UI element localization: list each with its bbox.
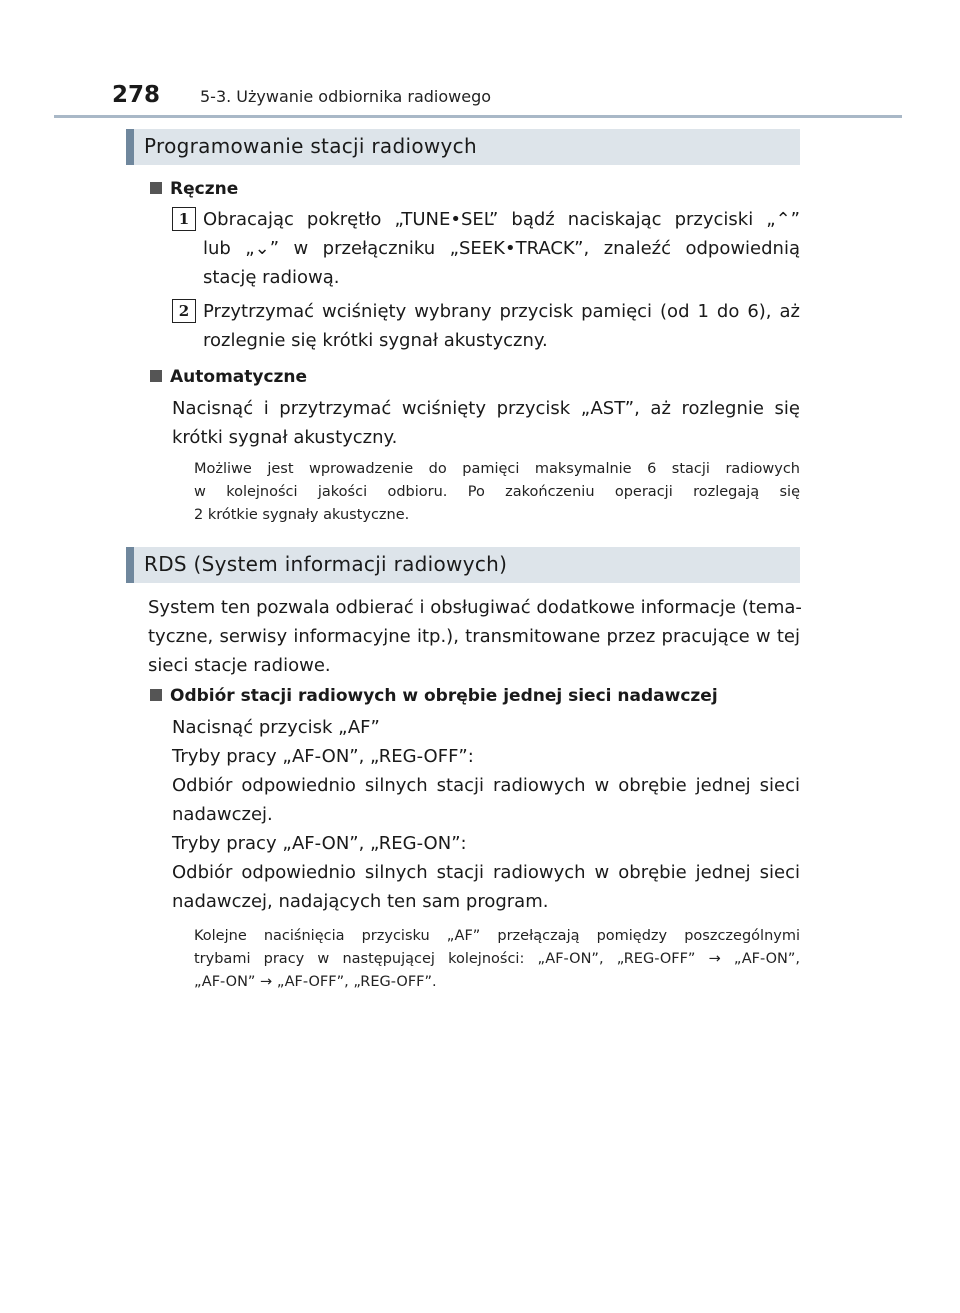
text-line: 2 krótkie sygnały akustyczne. — [194, 507, 410, 523]
header-divider — [54, 115, 902, 118]
step-text — [203, 297, 800, 355]
subheading-text: Odbiór stacji radiowych w obrębie jednej sieci nadawczej — [170, 686, 718, 706]
section-rds-bar — [126, 547, 800, 583]
auto-instruction — [172, 394, 800, 452]
subheading-text: Ręczne — [170, 179, 239, 199]
subheading-af — [150, 686, 718, 706]
text-line: Kolejne naciśnięcia przycisku „AF” przełączają pomiędzy poszczególnymi — [194, 928, 800, 944]
text-line: nadawczej, nadających ten sam program. — [172, 891, 549, 912]
subheading-manual — [150, 179, 238, 199]
page-number: 278 — [112, 82, 161, 108]
text-line: System ten pozwala odbierać i obsługiwać dodatkowe informacje (tema- — [148, 597, 802, 618]
text-line: krótki sygnał akustyczny. — [172, 427, 398, 448]
text-line: trybami pracy w następującej kolejności: „AF-ON”, „REG-OFF” → „AF-ON”, — [194, 951, 800, 967]
text-line: Obracając pokrętło „TUNE•SEL” bądź naciskając przyciski „⌃” — [203, 209, 800, 230]
square-bullet-icon — [150, 689, 162, 701]
section-programming-bar — [126, 129, 800, 165]
text-line: tyczne, serwisy informacyjne itp.), transmitowane przez pracujące w tej — [148, 626, 800, 647]
step-number-badge: 2 — [172, 299, 196, 323]
section-title: RDS (System informacji radiowych) — [144, 552, 508, 576]
subheading-automatic — [150, 367, 307, 387]
text-line: sieci stacje radiowe. — [148, 655, 331, 676]
mode1-label: Tryby pracy „AF-ON”, „REG-OFF”: — [172, 746, 474, 767]
text-line: Odbiór odpowiednio silnych stacji radiowych w obrębie jednej sieci — [172, 862, 800, 883]
auto-note — [194, 458, 800, 527]
af-body — [172, 713, 800, 916]
text-line: Możliwe jest wprowadzenie do pamięci maksymalnie 6 stacji radiowych — [194, 461, 800, 477]
step-1 — [172, 205, 800, 295]
text-line: „AF-ON” → „AF-OFF”, „REG-OFF”. — [194, 974, 437, 990]
text-line: rozlegnie się krótki sygnał akustyczny. — [203, 330, 548, 351]
chapter-title: 5-3. Używanie odbiornika radiowego — [200, 87, 492, 106]
subheading-text: Automatyczne — [170, 367, 308, 387]
text-line: Przytrzymać wciśnięty wybrany przycisk pamięci (od 1 do 6), aż — [203, 301, 800, 322]
text-line: nadawczej. — [172, 804, 273, 825]
text-line: Nacisnąć i przytrzymać wciśnięty przycisk „AST”, aż rozlegnie się — [172, 398, 800, 419]
step-2 — [172, 297, 800, 357]
step-text — [203, 205, 800, 292]
af-note — [194, 925, 800, 994]
text-line: w kolejności jakości odbioru. Po zakończeniu operacji rozlegają się — [194, 484, 800, 500]
square-bullet-icon — [150, 370, 162, 382]
text-line: lub „⌄” w przełączniku „SEEK•TRACK”, znaleźć odpowiednią — [203, 238, 800, 259]
page-header — [112, 82, 902, 116]
mode2-label: Tryby pracy „AF-ON”, „REG-ON”: — [172, 833, 467, 854]
text-line: Odbiór odpowiednio silnych stacji radiowych w obrębie jednej sieci — [172, 775, 800, 796]
text-line: stację radiową. — [203, 267, 340, 288]
press-af-text: Nacisnąć przycisk „AF” — [172, 717, 380, 738]
step-number-badge: 1 — [172, 207, 196, 231]
section-title: Programowanie stacji radiowych — [144, 134, 477, 158]
square-bullet-icon — [150, 182, 162, 194]
rds-intro — [148, 593, 800, 680]
